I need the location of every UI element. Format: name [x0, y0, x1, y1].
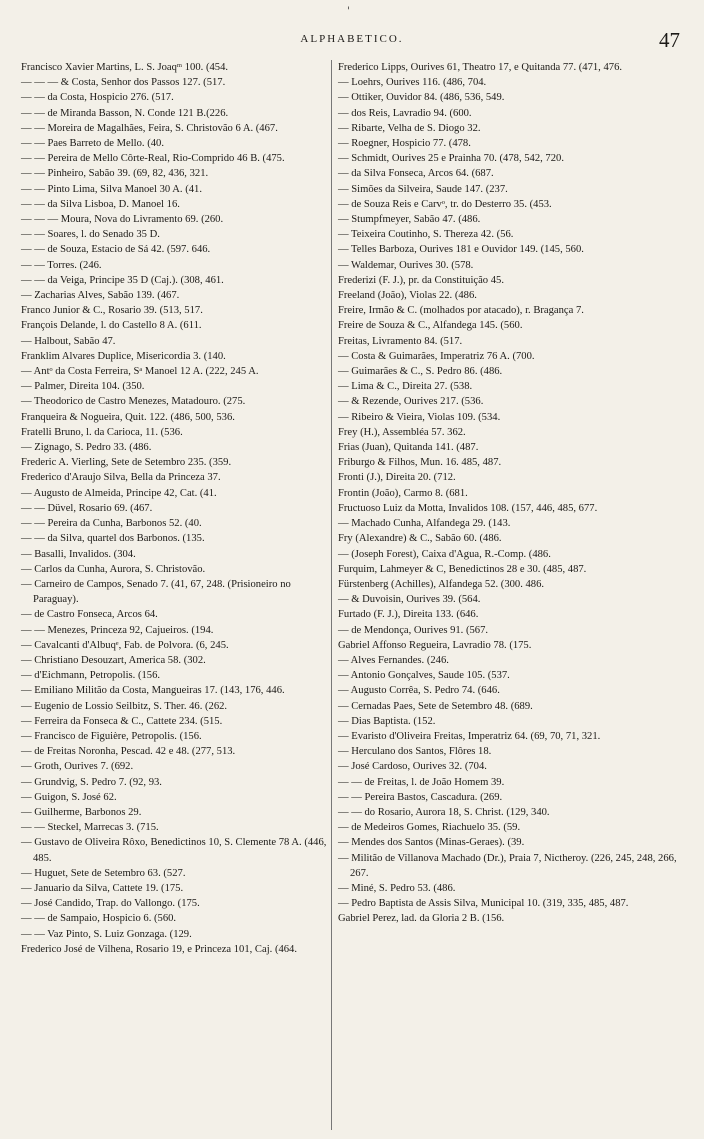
directory-entry: — Schmidt, Ourives 25 e Prainha 70. (478, 542, 720. [338, 153, 564, 165]
directory-entry: — de Freitas Noronha, Pescad. 42 e 48. (277, 513. [21, 746, 236, 758]
directory-entry: — Militão de Villanova Machado (Dr.), Praia 7, Nictheroy. (226, 245, 248, 266, 267. [338, 852, 677, 879]
directory-entry: — — do Rosario, Aurora 18, S. Christ. (129, 340. [338, 806, 550, 818]
directory-entry: — da Silva Fonseca, Arcos 64. (687. [338, 168, 494, 180]
directory-entry: — — Pinto Lima, Silva Manoel 30 A. (41. [21, 183, 202, 195]
column-divider [331, 60, 332, 1130]
directory-entry: — Mendes dos Santos (Minas-Geraes). (39. [338, 837, 525, 849]
directory-entry: — Lima & C., Direita 27. (538. [338, 381, 473, 393]
directory-entry: — Emiliano Militão da Costa, Mangueiras 17. (143, 176, 446. [21, 685, 285, 697]
directory-entry: — — da Costa, Hospicio 276. (517. [21, 92, 174, 104]
directory-entry: — Gustavo de Oliveira Rôxo, Benedictinos 10, S. Clemente 78 A. (446, 485. [21, 837, 327, 864]
directory-entry: — Augusto de Almeida, Principe 42, Cat. (41. [21, 487, 217, 499]
directory-entry: — Guilherme, Barbonos 29. [21, 806, 142, 818]
directory-entry: Frederic A. Vierling, Sete de Setembro 235. (359. [21, 457, 232, 469]
running-head: ALPHABETICO. [300, 33, 404, 45]
directory-entry: — Antᵒ da Costa Ferreira, Sᵃ Manoel 12 A. (222, 245 A. [21, 366, 259, 378]
directory-entry: — — Torres. (246. [21, 259, 102, 271]
directory-entry: Freire de Souza & C., Alfandega 145. (560. [338, 320, 523, 332]
directory-entry: — Loehrs, Ourives 116. (486, 704. [338, 77, 487, 89]
directory-entry: Franqueira & Nogueira, Quit. 122. (486, 500, 536. [21, 411, 235, 423]
directory-entry: Fronti (J.), Direita 20. (712. [338, 472, 456, 484]
directory-entry: — — Düvel, Rosario 69. (467. [21, 502, 153, 514]
directory-entry: — Miné, S. Pedro 53. (486. [338, 882, 456, 894]
left-column [21, 60, 329, 957]
directory-entry: — Cernadas Paes, Sete de Setembro 48. (689. [338, 700, 533, 712]
directory-entry: — (Joseph Forest), Caixa d'Agua, R.-Comp. (486. [338, 548, 551, 560]
directory-entry: — — Pinheiro, Sabão 39. (69, 82, 436, 321. [21, 168, 209, 180]
directory-entry: — Costa & Guimarães, Imperatriz 76 A. (700. [338, 350, 535, 362]
directory-entry: — de Souza Reis e Carvᵒ, tr. do Desterro 35. (453. [338, 198, 552, 210]
directory-entry: — Ottiker, Ouvidor 84. (486, 536, 549. [338, 92, 505, 104]
directory-entry: — de Mendonça, Ourives 91. (567. [338, 624, 489, 636]
directory-entry: — — da Silva, quartel dos Barbonos. (135. [21, 533, 205, 545]
directory-entry: — Theodorico de Castro Menezes, Matadouro. (275. [21, 396, 246, 408]
directory-entry: — Guigon, S. José 62. [21, 791, 117, 803]
directory-entry: Freeland (João), Violas 22. (486. [338, 290, 477, 302]
directory-entry: François Delande, l. do Castello 8 A. (611. [21, 320, 202, 332]
directory-entry: Gabriel Perez, lad. da Gloria 2 B. (156. [338, 913, 505, 925]
directory-entry: — — da Silva Lisboa, D. Manoel 16. [21, 198, 180, 210]
directory-entry: — Machado Cunha, Alfandega 29. (143. [338, 518, 511, 530]
directory-entry: — — Moreira de Magalhães, Feira, S. Christovão 6 A. (467. [21, 122, 278, 134]
directory-entry: Freire, Irmão & C. (molhados por atacado), r. Bragança 7. [338, 305, 584, 317]
directory-entry: — Carneiro de Campos, Senado 7. (41, 67, 248. (Prisioneiro no Paraguay). [21, 578, 291, 606]
directory-entry: — d'Eichmann, Petropolis. (156. [21, 670, 161, 682]
directory-entry: — Augusto Corrêa, S. Pedro 74. (646. [338, 685, 500, 697]
directory-entry: — — de Sampaio, Hospicio 6. (560. [21, 913, 177, 925]
directory-entry: — Palmer, Direita 104. (350. [21, 381, 145, 393]
directory-entry: Frederico d'Araujo Silva, Bella da Princeza 37. [21, 472, 221, 484]
directory-entry: — — da Veiga, Principe 35 D (Caj.). (308, 461. [21, 274, 224, 286]
directory-entry: — dos Reis, Lavradio 94. (600. [338, 107, 472, 119]
right-column [338, 60, 684, 927]
directory-entry: — Groth, Ourives 7. (692. [21, 761, 134, 773]
directory-entry: Franco Junior & C., Rosario 39. (513, 517. [21, 305, 203, 317]
directory-entry: — — de Souza, Estacio de Sá 42. (597. 646. [21, 244, 211, 256]
directory-entry: — Evaristo d'Oliveira Freitas, Imperatriz 64. (69, 70, 71, 321. [338, 730, 601, 742]
directory-entry: — José Candido, Trap. do Vallongo. (175. [21, 898, 200, 910]
directory-entry: Frias (Juan), Quitanda 141. (487. [338, 442, 479, 454]
directory-entry: — de Medeiros Gomes, Riachuelo 35. (59. [338, 822, 521, 834]
directory-entry: — — de Freitas, l. de João Homem 39. [338, 776, 505, 788]
directory-entry: — — Menezes, Princeza 92, Cajueiros. (194. [21, 624, 214, 636]
directory-entry: — Waldemar, Ourives 30. (578. [338, 259, 474, 271]
directory-entry: — Grundvig, S. Pedro 7. (92, 93. [21, 776, 162, 788]
directory-entry: — Cavalcanti d'Albuqᵉ, Fab. de Polvora. (6, 245. [21, 639, 229, 651]
directory-entry: — Eugenio de Lossio Seilbitz, S. Ther. 46. (262. [21, 700, 228, 712]
directory-entry: — — Vaz Pinto, S. Luiz Gonzaga. (129. [21, 928, 192, 940]
directory-entry: — Guimarães & C., S. Pedro 86. (486. [338, 366, 503, 378]
directory-entry: — Antonio Gonçalves, Saude 105. (537. [338, 670, 510, 682]
directory-entry: Gabriel Affonso Regueira, Lavradio 78. (175. [338, 639, 532, 651]
directory-entry: Fürstenberg (Achilles), Alfandega 52. (300. 486. [338, 578, 545, 590]
directory-entry: — Januario da Silva, Cattete 19. (175. [21, 882, 184, 894]
directory-entry: — Francisco de Figuière, Petropolis. (156. [21, 730, 202, 742]
directory-entry: Freitas, Livramento 84. (517. [338, 335, 463, 347]
directory-entry: — Pedro Baptista de Assis Silva, Municipal 10. (319, 335, 485, 487. [338, 898, 629, 910]
directory-entry: — — — Moura, Nova do Livramento 69. (260. [21, 214, 224, 226]
directory-entry: Friburgo & Filhos, Mun. 16. 485, 487. [338, 457, 502, 469]
directory-entry: Fry (Alexandre) & C., Sabão 60. (486. [338, 533, 502, 545]
directory-entry: — Teixeira Coutinho, S. Thereza 42. (56. [338, 229, 514, 241]
directory-entry: — Ribeiro & Vieira, Violas 109. (534. [338, 411, 501, 423]
directory-entry: — — de Miranda Basson, N. Conde 121 B.(226. [21, 107, 229, 119]
directory-entry: Frederizi (F. J.), pr. da Constituição 45. [338, 274, 504, 286]
directory-entry: — Carlos da Cunha, Aurora, S. Christovão. [21, 563, 206, 575]
directory-entry: Frontin (João), Carmo 8. (681. [338, 487, 468, 499]
directory-entry: — — Pereira da Cunha, Barbonos 52. (40. [21, 518, 202, 530]
directory-entry: Furtado (F. J.), Direita 133. (646. [338, 609, 479, 621]
directory-entry: Frederico Lipps, Ourives 61, Theatro 17, e Quitanda 77. (471, 476. [338, 62, 623, 73]
directory-entry: — — Pereira de Mello Côrte-Real, Rio-Comprido 46 B. (475. [21, 153, 285, 165]
directory-entry: Furquim, Lahmeyer & C, Benedictinos 28 e 30. (485, 487. [338, 563, 587, 575]
directory-entry: — Zacharias Alves, Sabão 139. (467. [21, 290, 180, 302]
directory-entry: — Roegner, Hospicio 77. (478. [338, 138, 471, 150]
directory-entry: — — Pereira Bastos, Cascadura. (269. [338, 791, 503, 803]
directory-entry: Fructuoso Luiz da Motta, Invalidos 108. (157, 446, 485, 677. [338, 502, 598, 514]
directory-entry: — Herculano dos Santos, Flôres 18. [338, 746, 492, 758]
directory-entry: Francisco Xavier Martins, L. S. Joaqᵐ 100. (454. [21, 62, 229, 73]
directory-entry: — Ribarte, Velha de S. Diogo 32. [338, 122, 481, 134]
directory-entry: — Halbout, Sabão 47. [21, 335, 116, 347]
directory-entry: — Stumpfmeyer, Sabão 47. (486. [338, 214, 481, 226]
directory-entry: — — Steckel, Marrecas 3. (715. [21, 822, 159, 834]
directory-entry: — José Cardoso, Ourives 32. (704. [338, 761, 487, 773]
directory-entry: — Basalli, Invalidos. (304. [21, 548, 136, 560]
directory-entry: — — Paes Barreto de Mello. (40. [21, 138, 164, 150]
directory-entry: — Alves Fernandes. (246. [338, 654, 449, 666]
directory-entry: — de Castro Fonseca, Arcos 64. [21, 609, 158, 621]
directory-entry: — — — & Costa, Senhor dos Passos 127. (517. [21, 77, 226, 89]
directory-entry: — Huguet, Sete de Setembro 63. (527. [21, 867, 186, 879]
page-number: 47 [659, 28, 680, 52]
directory-entry: — Zignago, S. Pedro 33. (486. [21, 442, 152, 454]
directory-entry: — Christiano Desouzart, America 58. (302. [21, 654, 206, 666]
directory-entry: Frederico José de Vilhena, Rosario 19, e Princeza 101, Caj. (464. [21, 943, 298, 955]
directory-entry: — Dias Baptista. (152. [338, 715, 436, 727]
directory-entry: Franklim Alvares Duplice, Misericordia 3. (140. [21, 350, 226, 362]
directory-entry: Frey (H.), Assembléa 57. 362. [338, 426, 466, 438]
directory-entry: — Ferreira da Fonseca & C., Cattete 234. (515. [21, 715, 223, 727]
directory-entry: — Telles Barboza, Ourives 181 e Ouvidor 149. (145, 560. [338, 244, 584, 256]
directory-entry: — & Duvoisin, Ourives 39. (564. [338, 594, 481, 606]
directory-entry: — — Soares, l. do Senado 35 D. [21, 229, 160, 241]
top-mark: ' [347, 6, 350, 17]
directory-entry: — Simões da Silveira, Saude 147. (237. [338, 183, 508, 195]
directory-entry: Fratelli Bruno, l. da Carioca, 11. (536. [21, 426, 183, 438]
directory-entry: — & Rezende, Ourives 217. (536. [338, 396, 484, 408]
